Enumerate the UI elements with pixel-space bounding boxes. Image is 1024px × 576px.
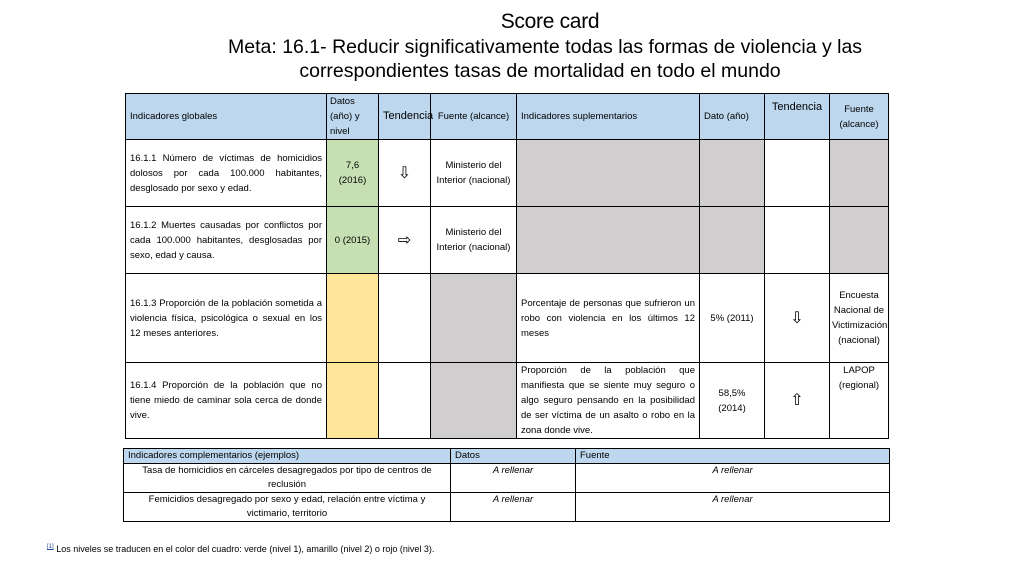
table-row	[124, 464, 890, 493]
fuente-cell: A rellenar	[576, 493, 890, 522]
datos-cell	[327, 363, 379, 439]
fuente-2-cell	[830, 207, 889, 274]
meta-label: Meta:	[228, 36, 277, 58]
header-indicadores-globales: Indicadores globales	[126, 94, 327, 140]
header-dato: Dato (año)	[700, 94, 765, 140]
complementary-table	[123, 448, 890, 522]
datos-cell: 0 (2015)	[327, 207, 379, 274]
tendencia-2-cell	[765, 207, 830, 274]
header-tendencia: Tendencia	[379, 94, 431, 140]
fuente-cell	[431, 363, 517, 439]
meta-text-1: 16.1- Reducir significativamente todas las formas de violencia y las	[282, 36, 863, 58]
header-fuente: Fuente	[576, 449, 890, 464]
trend-up-icon: ⇧	[765, 363, 830, 439]
table-row	[126, 207, 889, 274]
dato-cell	[700, 207, 765, 274]
dato-cell: 5% (2011)	[700, 274, 765, 363]
indicator-cell: 16.1.3 Proporción de la población sometida a violencia física, psicológica o sexual en los 12 meses anteriores.	[126, 274, 327, 363]
trend-down-icon: ⇩	[379, 140, 431, 207]
tendencia-2-cell	[765, 140, 830, 207]
meta-text-2: correspondientes tasas de mortalidad en todo el mundo	[299, 60, 781, 82]
fuente-cell	[431, 274, 517, 363]
suplementario-cell: Proporción de la población que manifiesta que se siente muy seguro o algo seguro pensando en la posibilidad de ser víctima de un asalto o robo en la zona donde vive.	[517, 363, 700, 439]
fuente-cell: Ministerio del Interior (nacional)	[431, 207, 517, 274]
tendencia-cell	[379, 363, 431, 439]
footnote-ref-link[interactable]: [1]	[47, 544, 54, 550]
indicator-cell: 16.1.2 Muertes causadas por conflictos por cada 100.000 habitantes, desglosadas por sexo, edad y causa.	[126, 207, 327, 274]
indicator-cell: Tasa de homicidios en cárceles desagregados por tipo de centros de reclusión	[124, 464, 451, 493]
datos-cell: A rellenar	[451, 464, 576, 493]
tendencia-cell	[379, 274, 431, 363]
datos-cell	[327, 274, 379, 363]
table-row	[124, 493, 890, 522]
header-indicadores-complementarios: Indicadores complementarios (ejemplos)	[124, 449, 451, 464]
dato-cell	[700, 140, 765, 207]
meta-line-1	[228, 35, 928, 59]
datos-cell: 7,6 (2016)	[327, 140, 379, 207]
footnote-text: Los niveles se traducen en el color del cuadro: verde (nivel 1), amarillo (nivel 2) o rojo (nivel 3).	[56, 544, 435, 554]
indicator-cell: 16.1.1 Número de víctimas de homicidios dolosos por cada 100.000 habitantes, desglosado por sexo y edad.	[126, 140, 327, 207]
trend-right-icon: ⇨	[379, 207, 431, 274]
suplementario-cell: Porcentaje de personas que sufrieron un robo con violencia en los últimos 12 meses	[517, 274, 700, 363]
footnote	[47, 541, 434, 555]
fuente-cell: A rellenar	[576, 464, 890, 493]
header-datos: Datos (año) y nivel	[327, 94, 379, 140]
header-tendencia-2: Tendencia	[765, 94, 830, 140]
page-title: Score card	[500, 10, 600, 33]
table-row	[126, 363, 889, 439]
fuente-2-cell: Encuesta Nacional de Victimización (nacional)	[830, 274, 889, 363]
table-row	[126, 140, 889, 207]
scorecard-table	[125, 93, 889, 439]
header-datos: Datos	[451, 449, 576, 464]
suplementario-cell	[517, 140, 700, 207]
table-header-row	[126, 94, 889, 140]
indicator-cell: 16.1.4 Proporción de la población que no tiene miedo de caminar sola cerca de donde vive.	[126, 363, 327, 439]
header-fuente: Fuente (alcance)	[431, 94, 517, 140]
dato-cell: 58,5% (2014)	[700, 363, 765, 439]
suplementario-cell	[517, 207, 700, 274]
trend-down-icon: ⇩	[765, 274, 830, 363]
table-header-row	[124, 449, 890, 464]
datos-cell: A rellenar	[451, 493, 576, 522]
header-fuente-2: Fuente (alcance)	[830, 94, 889, 140]
indicator-cell: Femicidios desagregado por sexo y edad, relación entre víctima y victimario, territorio	[124, 493, 451, 522]
fuente-2-cell: LAPOP (regional)	[830, 363, 889, 439]
fuente-2-cell	[830, 140, 889, 207]
header-indicadores-suplementarios: Indicadores suplementarios	[517, 94, 700, 140]
fuente-cell: Ministerio del Interior (nacional)	[431, 140, 517, 207]
table-row	[126, 274, 889, 363]
